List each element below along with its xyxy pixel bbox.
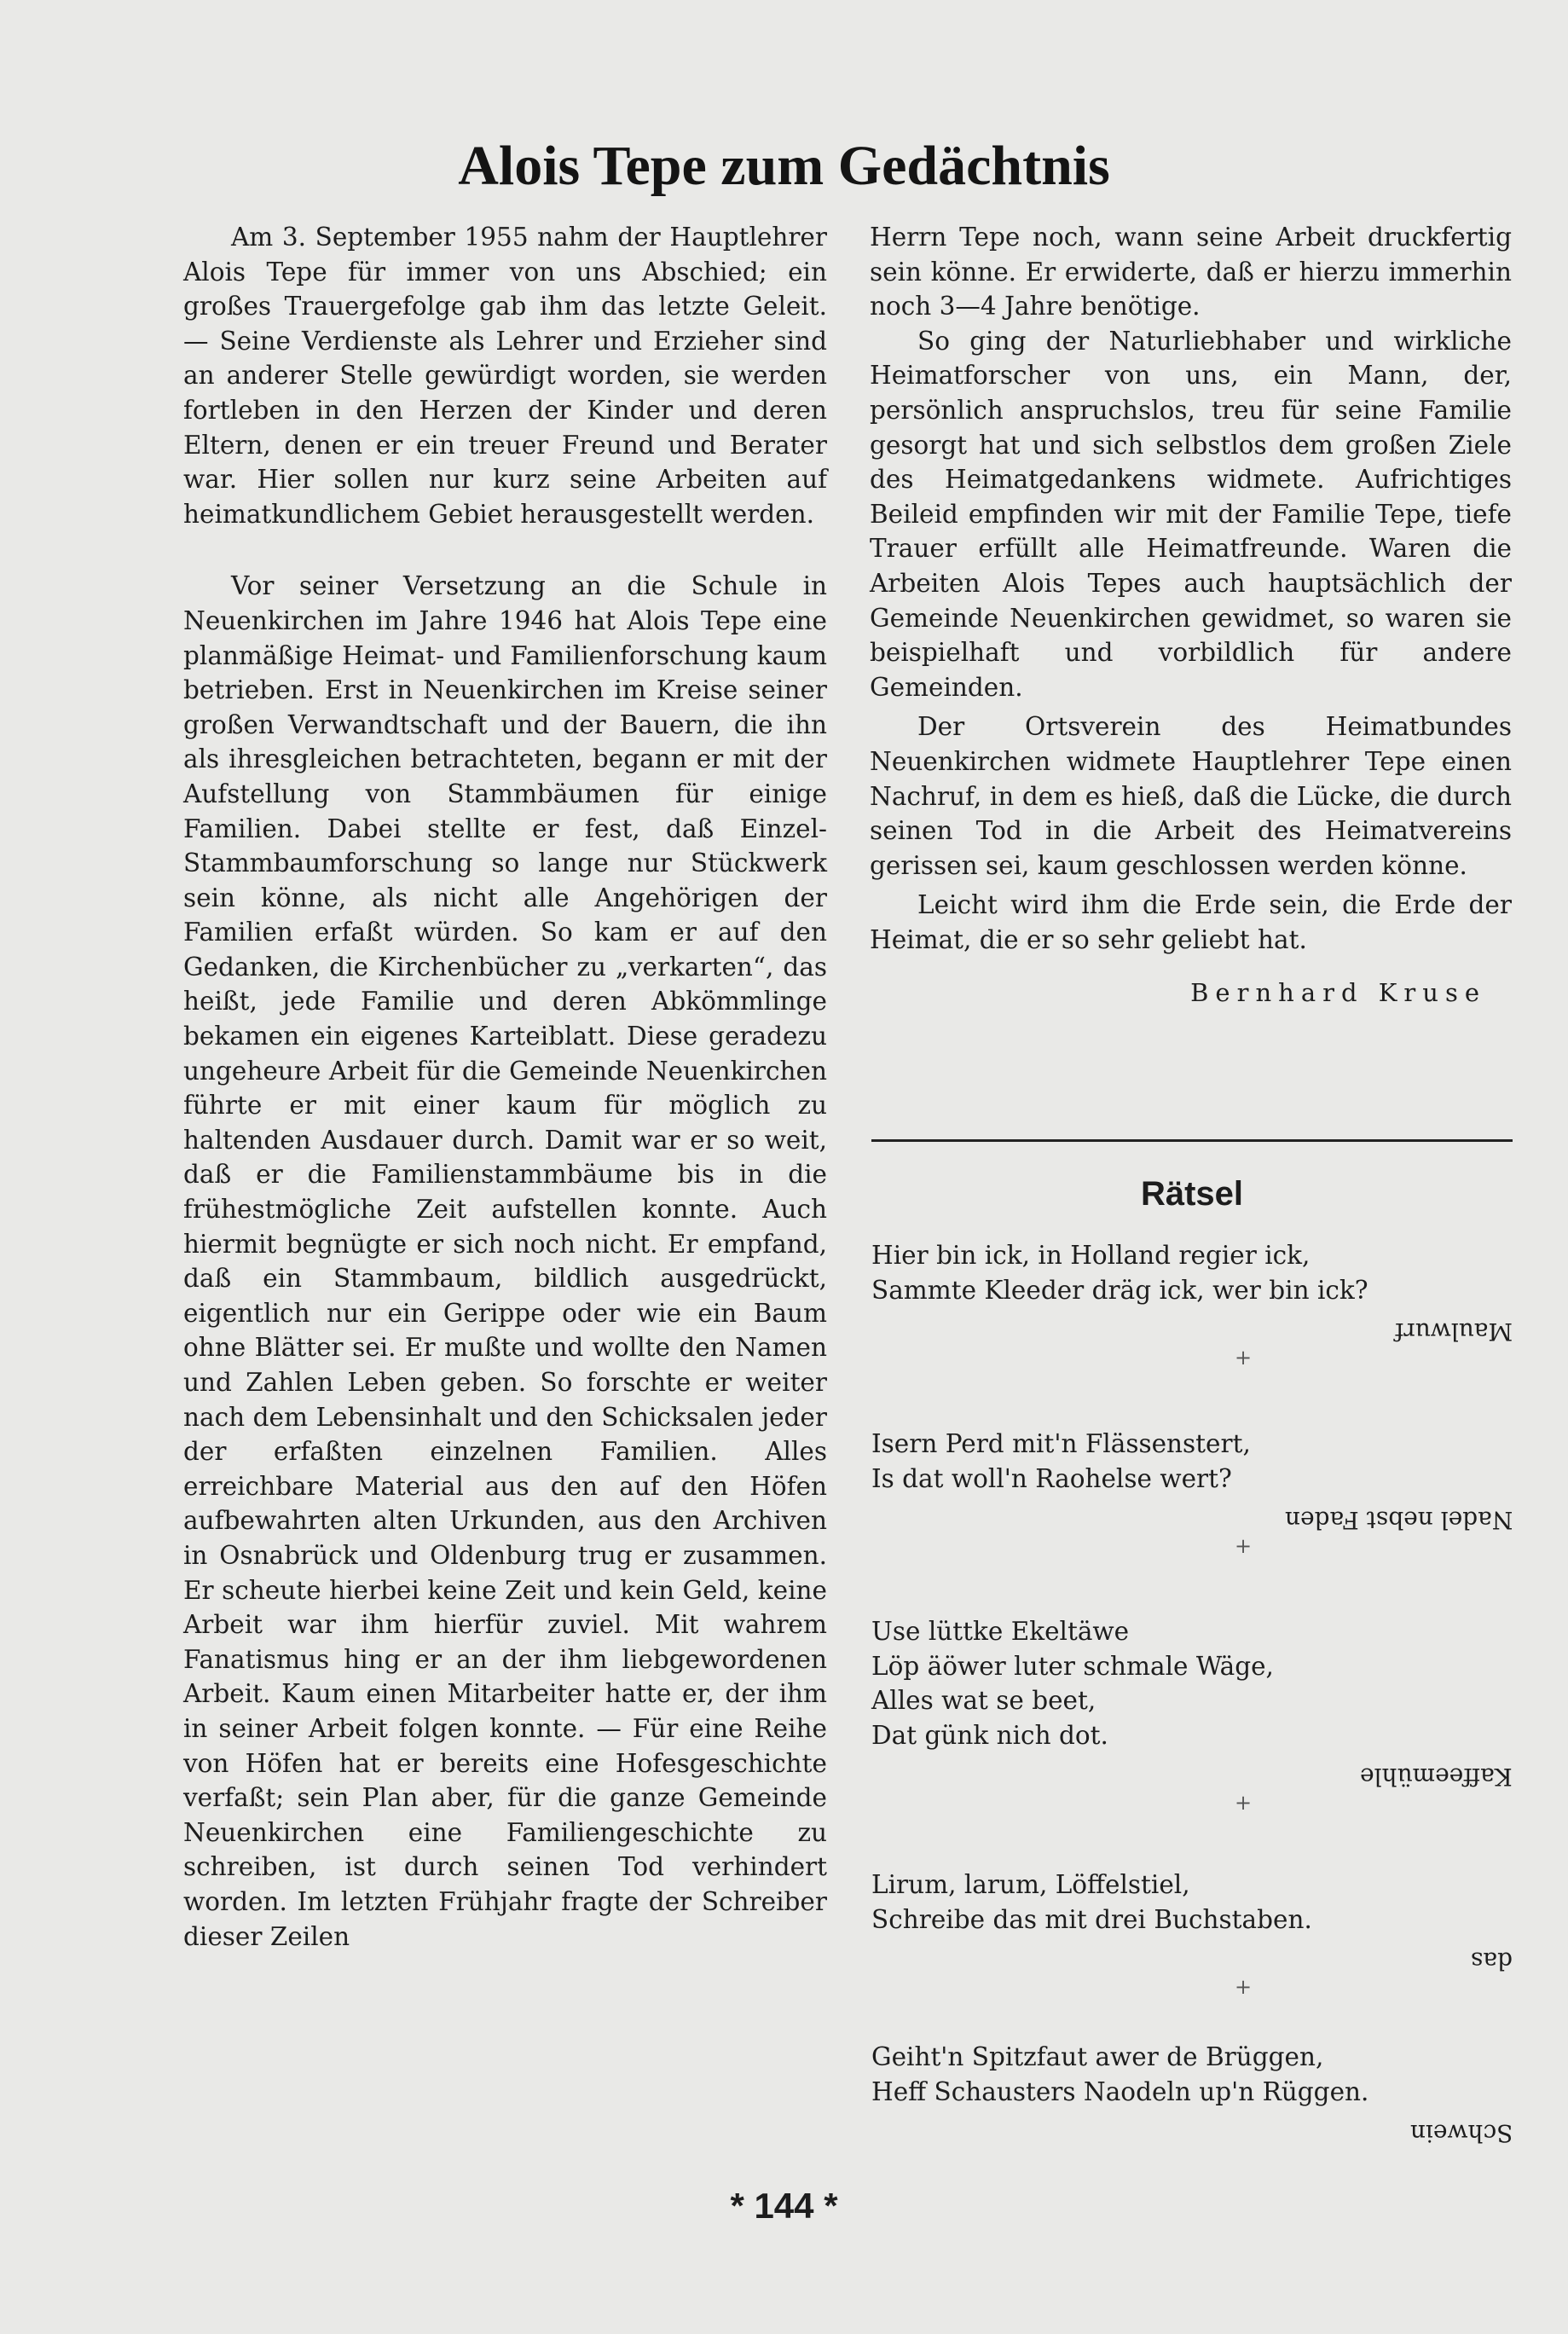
riddle-answer-upside-down: Nadel nebst Faden [1284,1506,1513,1535]
riddle-item [871,2040,1513,2147]
article-author: Bernhard Kruse [1190,978,1486,1008]
riddle-line: Use lüttke Ekeltäwe [871,1617,1130,1646]
riddle-separator: + [1234,1534,1253,1559]
riddle-line: Hier bin ick, in Holland regier ick, [871,1241,1311,1270]
riddle-answer-upside-down: Maulwurf [1394,1318,1513,1347]
article-paragraph: Der Ortsverein des Heimatbundes Neuenkirchen widmete Hauptlehrer Tepe einen Nachruf, in dem es hieß, daß die Lücke, die durch seinen Tod in die Arbeit des Heimatvereins gerissen sei, kaum geschlossen werden könne. [870,712,1512,880]
riddle-line: Geiht'n Spitzfaut awer de Brüggen, [871,2042,1324,2071]
section-divider [871,1139,1513,1142]
article-paragraph: So ging der Naturliebhaber und wirkliche Heimatforscher von uns, ein Mann, der, persönlich anspruchslos, treu für seine Familie gesorgt hat und sich selbstlos dem großen Ziele des Heimatgedankens widmete. Aufrichtiges Beileid empfinden wir mit der Familie Tepe, tiefe Trauer erfüllt alle Heimatfreunde. Waren die Arbeiten Alois Tepes auch hauptsächlich der Gemeinde Neuenkirchen gewidmet, so waren sie beispielhaft und vorbildlich für andere Gemeinden. [870,326,1512,702]
riddle-separator: + [1234,1346,1253,1370]
riddle-item [871,1868,1513,1999]
riddle-answer-upside-down: das [1471,1947,1513,1976]
riddle-separator: + [1234,1975,1253,2000]
article-closing-paragraph: Leicht wird ihm die Erde sein, die Erde der Heimat, die er so sehr geliebt hat. [870,890,1512,954]
riddle-item [871,1427,1513,1558]
article-paragraph: Am 3. September 1955 nahm der Hauptlehrer Alois Tepe für immer von uns Abschied; ein großes Trauergefolge gab ihm das letzte Geleit. — Seine Verdienste als Lehrer und Erzieher sind an anderer Stelle gewürdigt worden, sie werden fortleben in den Herzen der Kinder und deren Eltern, denen er ein treuer Freund und Berater war. Hier sollen nur kurz seine Arbeiten auf heimatkundlichem Gebiet herausgestellt werden. [183,223,827,529]
riddle-line: Is dat woll'n Raohelse wert? [871,1463,1232,1493]
article-paragraph: Vor seiner Versetzung an die Schule in Neuenkirchen im Jahre 1946 hat Alois Tepe eine planmäßige Heimat- und Familienforschung kaum betrieben. Erst in Neuenkirchen im Kreise seiner großen Verwandtschaft und der Bauern, die ihn als ihresgleichen betrachteten, begann er mit der Aufstellung von Stammbäumen für einige Familien. Dabei stellte er fest, daß Einzel-Stammbaumforschung so lange nur Stückwerk sein könne, als nicht alle Angehörigen der Familien erfaßt würden. So kam er auf den Gedanken, die Kirchenbücher zu „verkarten“, das heißt, jede Familie und deren Abkömmlinge bekamen ein eigenes Karteiblatt. Diese geradezu ungeheure Arbeit für die Gemeinde Neuenkirchen führte er mit einer kaum für möglich zu haltenden Ausdauer durch. Damit war er so weit, daß er die Familienstammbäume bis in die frühestmögliche Zeit aufstellen konnte. Auch hiermit begnügte er sich noch nicht. Er empfand, daß ein Stammbaum, bildlich ausgedrückt, eigentlich nur ein Gerippe oder wie ein Baum ohne Blätter sei. Er mußte und wollte den Namen und Zahlen Leben geben. So forschte er weiter nach dem Lebensinhalt und den Schicksalen jeder der erfaßten einzelnen Familien. Alles erreichbare Material aus den auf den Höfen aufbewahrten alten Urkunden, aus den Archiven in Osnabrück und Oldenburg trug er zusammen. Er scheute hierbei keine Zeit und kein Geld, keine Arbeit war ihm hierfür zuviel. Mit wahrem Fanatismus hing er an der ihm liebgewordenen Arbeit. Kaum einen Mitarbeiter hatte er, der ihm in seiner Arbeit folgen konnte. — Für eine Reihe von Höfen hat er bereits eine Hofesgeschichte verfaßt; sein Plan aber, für die ganze Gemeinde Neuenkirchen eine Familiengeschichte zu schreiben, ist durch seinen Tod verhindert worden. Im letzten Frühjahr fragte der Schreiber dieser Zeilen [183,571,827,1951]
riddle-answer-upside-down: Kaffeemühle [1360,1763,1513,1792]
riddle-line: Löp äöwer luter schmale Wäge, [871,1651,1274,1681]
riddle-item [871,1238,1513,1370]
page-number: * 144 * [730,2186,838,2226]
riddle-item [871,1614,1513,1815]
puzzles-heading: Rätsel [1140,1175,1244,1213]
riddle-line: Dat günk nich dot. [871,1720,1108,1750]
article-left-column [183,220,827,1954]
riddle-line: Isern Perd mit'n Flässenstert, [871,1429,1251,1458]
article-paragraph: Herrn Tepe noch, wann seine Arbeit druckfertig sein könne. Er erwiderte, daß er hierzu immerhin noch 3—4 Jahre benötige. [870,223,1512,321]
riddle-separator: + [1234,1791,1253,1816]
riddle-line: Heff Schausters Naodeln up'n Rüggen. [871,2076,1369,2106]
article-title: Alois Tepe zum Gedächtnis [458,135,1110,197]
riddle-line: Alles wat se beet, [871,1686,1096,1716]
riddle-line: Lirum, larum, Löffelstiel, [871,1870,1190,1899]
article-right-column [870,220,1512,1011]
riddle-answer-upside-down: Schwein [1409,2119,1513,2148]
riddle-line: Schreibe das mit drei Buchstaben. [871,1904,1312,1934]
riddle-line: Sammte Kleeder dräg ick, wer bin ick? [871,1275,1368,1305]
